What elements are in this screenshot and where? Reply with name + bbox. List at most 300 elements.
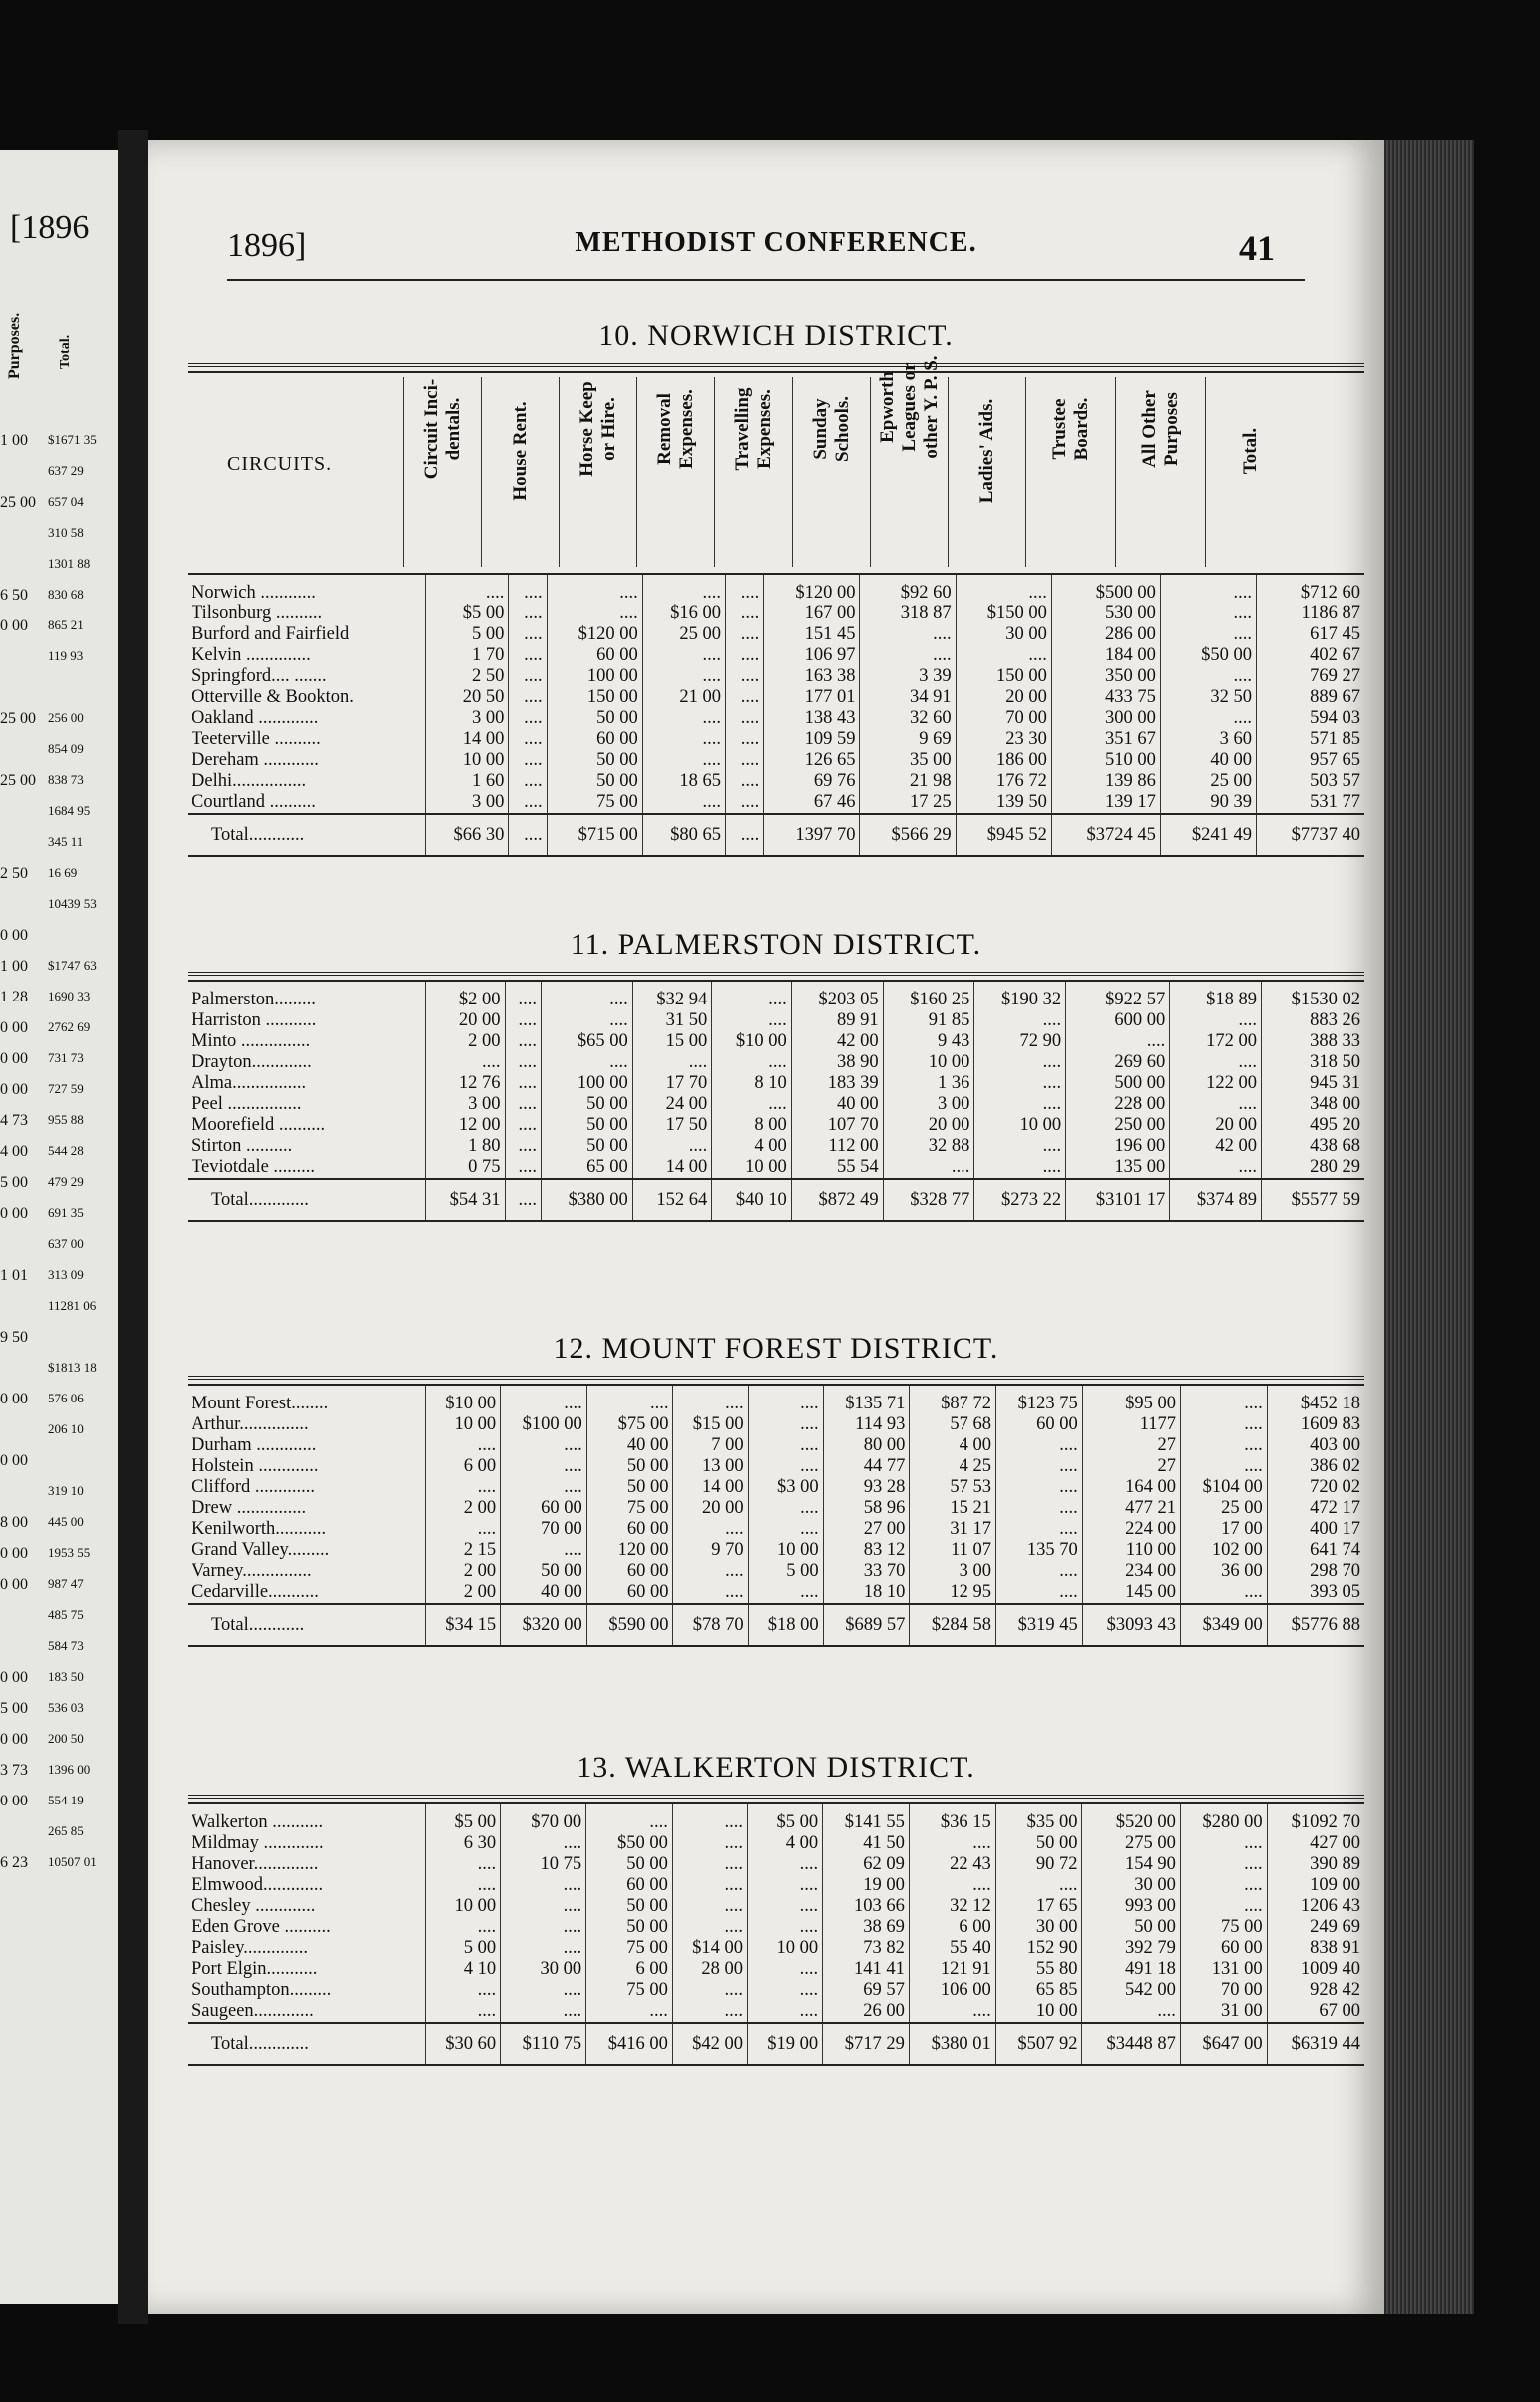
left-total-value: 256 00 — [48, 710, 84, 725]
amount-cell: $380 00 — [542, 1179, 633, 1221]
circuit-name: Courtland .......... — [192, 792, 316, 812]
amount-cell: .... — [1170, 1052, 1262, 1073]
amount-cell: 318 87 — [860, 603, 956, 624]
table-row — [188, 1435, 1364, 1456]
district-walkerton — [188, 1751, 1364, 2066]
left-total-value: 1396 00 — [48, 1762, 91, 1777]
amount-cell: $110 75 — [501, 2023, 586, 2065]
amount-cell: .... — [642, 729, 725, 750]
amount-cell: 318 50 — [1261, 1052, 1364, 1073]
amount-cell: 33 70 — [823, 1561, 910, 1582]
left-fragment-value: 6 23 — [0, 1854, 28, 1871]
left-total-value: 2762 69 — [48, 1019, 91, 1034]
amount-cell: 250 00 — [1066, 1115, 1170, 1136]
amount-cell: $320 00 — [501, 1604, 587, 1646]
amount-cell: 280 29 — [1261, 1157, 1364, 1179]
amount-cell: 176 72 — [956, 771, 1051, 792]
amount-cell: $40 10 — [712, 1179, 792, 1221]
amount-cell: 5 00 — [748, 1561, 823, 1582]
circuit-name: Palmerston......... — [192, 990, 316, 1009]
amount-cell: 491 18 — [1082, 1959, 1180, 1980]
circuit-name: Otterville & Bookton. — [192, 687, 354, 707]
amount-cell: .... — [642, 708, 725, 729]
left-total-value: 200 50 — [48, 1731, 84, 1746]
amount-cell: .... — [995, 1875, 1082, 1896]
amount-cell: 2 00 — [426, 1582, 501, 1604]
amount-cell: 10 00 — [426, 1414, 501, 1435]
left-total-value: 313 09 — [48, 1267, 84, 1282]
amount-cell: 60 00 — [586, 1875, 673, 1896]
amount-cell: .... — [1160, 624, 1256, 645]
amount-cell: 90 72 — [995, 1854, 1082, 1875]
left-page-header: [1896 — [10, 209, 90, 246]
amount-cell: .... — [1170, 1094, 1262, 1115]
amount-cell: 27 — [1082, 1435, 1180, 1456]
amount-cell: 3 60 — [1160, 729, 1256, 750]
left-total-value: 657 04 — [48, 494, 84, 509]
amount-cell: 35 00 — [860, 750, 956, 771]
circuit-name: Paisley.............. — [192, 1938, 308, 1958]
left-total-value: 11281 06 — [48, 1298, 97, 1313]
amount-cell: .... — [586, 1804, 673, 1833]
column-heading-text: Epworth Leagues or other Y. P. S. — [877, 355, 942, 459]
amount-cell: 30 00 — [995, 1917, 1082, 1938]
left-fragment-value: 6 50 — [0, 587, 28, 603]
amount-cell: $922 57 — [1066, 982, 1170, 1010]
column-heading-text: Total. — [1240, 427, 1261, 475]
amount-cell: $380 01 — [909, 2023, 995, 2065]
amount-cell: 50 00 — [542, 1115, 633, 1136]
amount-cell: 25 00 — [1160, 771, 1256, 792]
left-total-value: 1684 95 — [48, 803, 91, 818]
amount-cell: 1 70 — [426, 645, 509, 666]
amount-cell: $18 89 — [1170, 982, 1262, 1010]
amount-cell: $19 00 — [748, 2023, 823, 2065]
amount-cell: 1206 43 — [1267, 1896, 1364, 1917]
circuit-name: Total............. — [188, 2023, 426, 2065]
amount-cell: $50 00 — [586, 1833, 673, 1854]
table-row — [188, 1854, 1364, 1875]
amount-cell: .... — [642, 792, 725, 814]
amount-cell: $6319 44 — [1267, 2023, 1364, 2065]
page — [148, 140, 1384, 2314]
amount-cell: .... — [509, 771, 547, 792]
amount-cell: 4 00 — [712, 1136, 792, 1157]
amount-cell: 20 00 — [426, 1010, 506, 1031]
amount-cell: 126 65 — [764, 750, 860, 771]
amount-cell: .... — [748, 1917, 823, 1938]
circuit-name: Burford and Fairfield — [192, 624, 350, 644]
amount-cell: .... — [642, 645, 725, 666]
amount-cell: 196 00 — [1066, 1136, 1170, 1157]
table-row — [188, 1477, 1364, 1498]
amount-cell: .... — [501, 1456, 587, 1477]
amount-cell: 30 00 — [956, 624, 1051, 645]
amount-cell: 36 00 — [1181, 1561, 1268, 1582]
amount-cell: 50 00 — [586, 1896, 673, 1917]
amount-cell: .... — [505, 1052, 542, 1073]
amount-cell: 67 46 — [764, 792, 860, 814]
left-fragment-value: 9 50 — [0, 1329, 28, 1346]
amount-cell: .... — [1170, 1157, 1262, 1179]
amount-cell: .... — [547, 575, 642, 603]
amount-cell: 154 90 — [1082, 1854, 1180, 1875]
amount-cell: $712 60 — [1257, 575, 1364, 603]
amount-cell: .... — [426, 1519, 501, 1540]
amount-cell: 90 39 — [1160, 792, 1256, 814]
amount-cell: $507 92 — [995, 2023, 1082, 2065]
column-heading — [1115, 377, 1206, 567]
column-heading — [792, 377, 871, 567]
table-row — [188, 1052, 1364, 1073]
table-row — [188, 1519, 1364, 1540]
column-heading — [948, 377, 1026, 567]
amount-cell: 150 00 — [956, 666, 1051, 687]
amount-cell: 720 02 — [1267, 1477, 1364, 1498]
amount-cell: 44 77 — [823, 1456, 910, 1477]
amount-cell: .... — [501, 1938, 586, 1959]
amount-cell: 31 00 — [1180, 2001, 1267, 2023]
amount-cell: $328 77 — [883, 1179, 974, 1221]
amount-cell: $203 05 — [791, 982, 883, 1010]
column-heading — [559, 377, 637, 567]
amount-cell: .... — [505, 1094, 542, 1115]
amount-cell: .... — [1180, 1896, 1267, 1917]
column-heading — [636, 377, 715, 567]
amount-cell: $34 15 — [426, 1604, 501, 1646]
amount-cell: 1009 40 — [1267, 1959, 1364, 1980]
left-fragment-value: 2 50 — [0, 865, 28, 882]
amount-cell: 50 00 — [586, 1456, 673, 1477]
amount-cell: 393 05 — [1267, 1582, 1364, 1604]
district-table — [188, 1804, 1364, 2066]
amount-cell: 6 30 — [426, 1833, 501, 1854]
amount-cell: 22 43 — [909, 1854, 995, 1875]
amount-cell: 17 25 — [860, 792, 956, 814]
left-fragment-value: 4 00 — [0, 1143, 28, 1160]
amount-cell: 17 50 — [632, 1115, 712, 1136]
left-total-value: 987 47 — [48, 1576, 84, 1591]
amount-cell: 889 67 — [1257, 687, 1364, 708]
circuit-name: Eden Grove .......... — [192, 1917, 331, 1937]
circuit-name: Grand Valley......... — [192, 1540, 330, 1560]
left-total-value: 544 28 — [48, 1143, 84, 1158]
district-title: 13. WALKERTON DISTRICT. — [577, 1751, 975, 1784]
amount-cell: .... — [1082, 2001, 1180, 2023]
amount-cell: .... — [632, 1052, 712, 1073]
circuit-name: Tilsonburg .......... — [192, 603, 323, 623]
amount-cell: .... — [672, 1875, 747, 1896]
amount-cell: .... — [673, 1561, 748, 1582]
table-row — [188, 1833, 1364, 1854]
amount-cell: 6 00 — [909, 1917, 995, 1938]
left-total-value: 183 50 — [48, 1669, 84, 1684]
circuit-name: Varney............... — [192, 1561, 312, 1581]
left-fragment-value: 0 00 — [0, 1669, 28, 1686]
amount-cell: 392 79 — [1082, 1938, 1180, 1959]
amount-cell: 477 21 — [1082, 1498, 1180, 1519]
table-row — [188, 1540, 1364, 1561]
amount-cell: .... — [860, 645, 956, 666]
amount-cell: $123 75 — [996, 1386, 1083, 1414]
amount-cell: $78 70 — [673, 1604, 748, 1646]
amount-cell: .... — [505, 1157, 542, 1179]
amount-cell: $35 00 — [995, 1804, 1082, 1833]
amount-cell: 60 00 — [996, 1414, 1083, 1435]
amount-cell: 163 38 — [764, 666, 860, 687]
amount-cell: .... — [748, 1896, 823, 1917]
amount-cell: 438 68 — [1261, 1136, 1364, 1157]
amount-cell: 351 67 — [1051, 729, 1160, 750]
amount-cell: 402 67 — [1257, 645, 1364, 666]
amount-cell: 80 00 — [823, 1435, 910, 1456]
amount-cell: .... — [726, 624, 764, 645]
left-fragment-value: 0 00 — [0, 1391, 28, 1407]
district-mount-forest — [188, 1332, 1364, 1647]
left-fragment-value: 0 00 — [0, 1019, 28, 1036]
amount-cell: 300 00 — [1051, 708, 1160, 729]
amount-cell: 10 00 — [883, 1052, 974, 1073]
amount-cell: 20 00 — [883, 1115, 974, 1136]
amount-cell: 21 98 — [860, 771, 956, 792]
amount-cell: $120 00 — [547, 624, 642, 645]
amount-cell: 4 10 — [426, 1959, 501, 1980]
amount-cell: $5577 59 — [1261, 1179, 1364, 1221]
amount-cell: 9 70 — [673, 1540, 748, 1561]
amount-cell: 21 00 — [642, 687, 725, 708]
amount-cell: $872 49 — [791, 1179, 883, 1221]
amount-cell: .... — [712, 1094, 792, 1115]
amount-cell: 228 00 — [1066, 1094, 1170, 1115]
table-row — [188, 575, 1364, 603]
amount-cell: $1092 70 — [1267, 1804, 1364, 1833]
amount-cell: $374 89 — [1170, 1179, 1262, 1221]
left-total-value: 310 58 — [48, 525, 84, 540]
amount-cell: 510 00 — [1051, 750, 1160, 771]
amount-cell: 30 00 — [501, 1959, 586, 1980]
amount-cell: 139 50 — [956, 792, 1051, 814]
amount-cell: $87 72 — [910, 1386, 996, 1414]
left-total-value: 485 75 — [48, 1607, 84, 1622]
amount-cell: .... — [509, 708, 547, 729]
left-total-value: $1671 35 — [48, 432, 97, 447]
amount-cell: 10 00 — [712, 1157, 792, 1179]
amount-cell: 7 00 — [673, 1435, 748, 1456]
amount-cell: 472 17 — [1267, 1498, 1364, 1519]
amount-cell: 50 00 — [1082, 1917, 1180, 1938]
amount-cell: .... — [586, 2001, 673, 2023]
amount-cell: $717 29 — [823, 2023, 910, 2065]
amount-cell: 17 65 — [995, 1896, 1082, 1917]
amount-cell: .... — [501, 1875, 586, 1896]
amount-cell: 4 25 — [910, 1456, 996, 1477]
left-total-value: 731 73 — [48, 1050, 84, 1065]
left-total-value: 955 88 — [48, 1112, 84, 1127]
amount-cell: .... — [672, 1833, 747, 1854]
amount-cell: $590 00 — [586, 1604, 673, 1646]
header-title: METHODIST CONFERENCE. — [575, 227, 977, 258]
table-row — [188, 1157, 1364, 1179]
amount-cell: .... — [974, 1052, 1066, 1073]
amount-cell: $7737 40 — [1257, 814, 1364, 856]
amount-cell: .... — [1181, 1456, 1268, 1477]
amount-cell: 12 00 — [426, 1115, 506, 1136]
amount-cell: .... — [1180, 1833, 1267, 1854]
amount-cell: .... — [672, 1804, 747, 1833]
amount-cell: 42 00 — [791, 1031, 883, 1052]
amount-cell: 50 00 — [586, 1917, 673, 1938]
amount-cell: .... — [1160, 708, 1256, 729]
amount-cell: 10 00 — [974, 1115, 1066, 1136]
circuit-name: Mildmay ............. — [192, 1833, 324, 1853]
amount-cell: 141 41 — [823, 1959, 910, 1980]
amount-cell: 34 91 — [860, 687, 956, 708]
table-row — [188, 1073, 1364, 1094]
amount-cell: .... — [996, 1519, 1083, 1540]
amount-cell: 60 00 — [1180, 1938, 1267, 1959]
amount-cell: 121 91 — [909, 1959, 995, 1980]
circuit-name: Kelvin .............. — [192, 645, 311, 665]
amount-cell: 112 00 — [791, 1136, 883, 1157]
amount-cell: 114 93 — [823, 1414, 910, 1435]
table-row — [188, 1094, 1364, 1115]
amount-cell: $42 00 — [672, 2023, 747, 2065]
left-total-value: 119 93 — [48, 648, 84, 663]
circuit-name: Walkerton ........... — [192, 1812, 324, 1832]
amount-cell: .... — [956, 645, 1051, 666]
amount-cell: 3 00 — [426, 792, 509, 814]
amount-cell: $5 00 — [426, 603, 509, 624]
amount-cell: $2 00 — [426, 982, 506, 1010]
amount-cell: 41 50 — [823, 1833, 910, 1854]
circuit-name: Saugeen............. — [192, 2001, 314, 2021]
amount-cell: $100 00 — [501, 1414, 587, 1435]
running-header — [227, 227, 1325, 267]
amount-cell: 25 00 — [1181, 1498, 1268, 1519]
amount-cell: 167 00 — [764, 603, 860, 624]
amount-cell: 13 00 — [673, 1456, 748, 1477]
amount-cell: .... — [974, 1136, 1066, 1157]
amount-cell: $3101 17 — [1066, 1179, 1170, 1221]
circuit-name: Cedarville........... — [192, 1582, 319, 1602]
amount-cell: .... — [509, 729, 547, 750]
amount-cell: .... — [426, 1917, 501, 1938]
table-row — [188, 1959, 1364, 1980]
left-total-value: 830 68 — [48, 587, 84, 601]
left-total-value: $1747 63 — [48, 958, 97, 973]
amount-cell: 60 00 — [501, 1498, 587, 1519]
amount-cell: 928 42 — [1267, 1980, 1364, 2001]
amount-cell: .... — [1181, 1435, 1268, 1456]
amount-cell: $5 00 — [426, 1804, 501, 1833]
table-row — [188, 1804, 1364, 1833]
amount-cell: 571 85 — [1257, 729, 1364, 750]
amount-cell: 594 03 — [1257, 708, 1364, 729]
amount-cell: .... — [426, 1477, 501, 1498]
column-heading — [403, 377, 482, 567]
amount-cell: .... — [748, 1980, 823, 2001]
amount-cell: 12 76 — [426, 1073, 506, 1094]
amount-cell: 400 17 — [1267, 1519, 1364, 1540]
circuit-name: Durham ............. — [192, 1435, 317, 1455]
amount-cell: .... — [974, 1157, 1066, 1179]
amount-cell: 10 75 — [501, 1854, 586, 1875]
amount-cell: 102 00 — [1181, 1540, 1268, 1561]
amount-cell: .... — [673, 1519, 748, 1540]
amount-cell: 50 00 — [586, 1854, 673, 1875]
amount-cell: 0 75 — [426, 1157, 506, 1179]
amount-cell: 3 39 — [860, 666, 956, 687]
table-row — [188, 792, 1364, 814]
amount-cell: .... — [996, 1477, 1083, 1498]
circuit-name: Harriston ........... — [192, 1010, 317, 1030]
table-row — [188, 1980, 1364, 2001]
circuit-name: Moorefield .......... — [192, 1115, 326, 1135]
left-fragment-value: 25 00 — [0, 494, 36, 511]
amount-cell: 8 00 — [712, 1115, 792, 1136]
amount-cell: 50 00 — [542, 1094, 633, 1115]
amount-cell: .... — [505, 1179, 542, 1221]
amount-cell: 89 91 — [791, 1010, 883, 1031]
double-rule — [188, 1376, 1364, 1386]
amount-cell: $15 00 — [673, 1414, 748, 1435]
circuit-name: Teeterville .......... — [192, 729, 321, 749]
left-total-value: 576 06 — [48, 1391, 84, 1405]
amount-cell: 20 00 — [673, 1498, 748, 1519]
district-norwich — [188, 319, 1364, 857]
amount-cell: 100 00 — [547, 666, 642, 687]
amount-cell: $280 00 — [1180, 1804, 1267, 1833]
amount-cell: $16 00 — [642, 603, 725, 624]
amount-cell: 139 17 — [1051, 792, 1160, 814]
left-total-value: 536 03 — [48, 1700, 84, 1715]
left-total-value: 691 35 — [48, 1205, 84, 1220]
table-row — [188, 1136, 1364, 1157]
circuit-name: Total............. — [188, 1179, 426, 1221]
amount-cell: 3 00 — [910, 1561, 996, 1582]
amount-cell: $50 00 — [1160, 645, 1256, 666]
amount-cell: .... — [672, 1980, 747, 2001]
amount-cell: .... — [748, 1435, 823, 1456]
amount-cell: $92 60 — [860, 575, 956, 603]
amount-cell: 298 70 — [1267, 1561, 1364, 1582]
amount-cell: 530 00 — [1051, 603, 1160, 624]
amount-cell: 91 85 — [883, 1010, 974, 1031]
amount-cell: .... — [726, 687, 764, 708]
amount-cell: 83 12 — [823, 1540, 910, 1561]
amount-cell: .... — [642, 575, 725, 603]
amount-cell: .... — [726, 814, 764, 856]
amount-cell: .... — [505, 982, 542, 1010]
table-row — [188, 1582, 1364, 1604]
amount-cell: .... — [748, 1582, 823, 1604]
amount-cell: .... — [748, 1456, 823, 1477]
amount-cell: .... — [1181, 1386, 1268, 1414]
amount-cell: 12 95 — [910, 1582, 996, 1604]
circuit-name: Drayton............. — [192, 1052, 312, 1072]
amount-cell: $452 18 — [1267, 1386, 1364, 1414]
amount-cell: 286 00 — [1051, 624, 1160, 645]
amount-cell: 1397 70 — [764, 814, 860, 856]
left-fragment-value: 0 00 — [0, 1050, 28, 1067]
amount-cell: 106 97 — [764, 645, 860, 666]
amount-cell: 177 01 — [764, 687, 860, 708]
amount-cell: 957 65 — [1257, 750, 1364, 771]
amount-cell: .... — [586, 1386, 673, 1414]
column-heading — [870, 355, 949, 567]
amount-cell: 14 00 — [632, 1157, 712, 1179]
amount-cell: 23 30 — [956, 729, 1051, 750]
